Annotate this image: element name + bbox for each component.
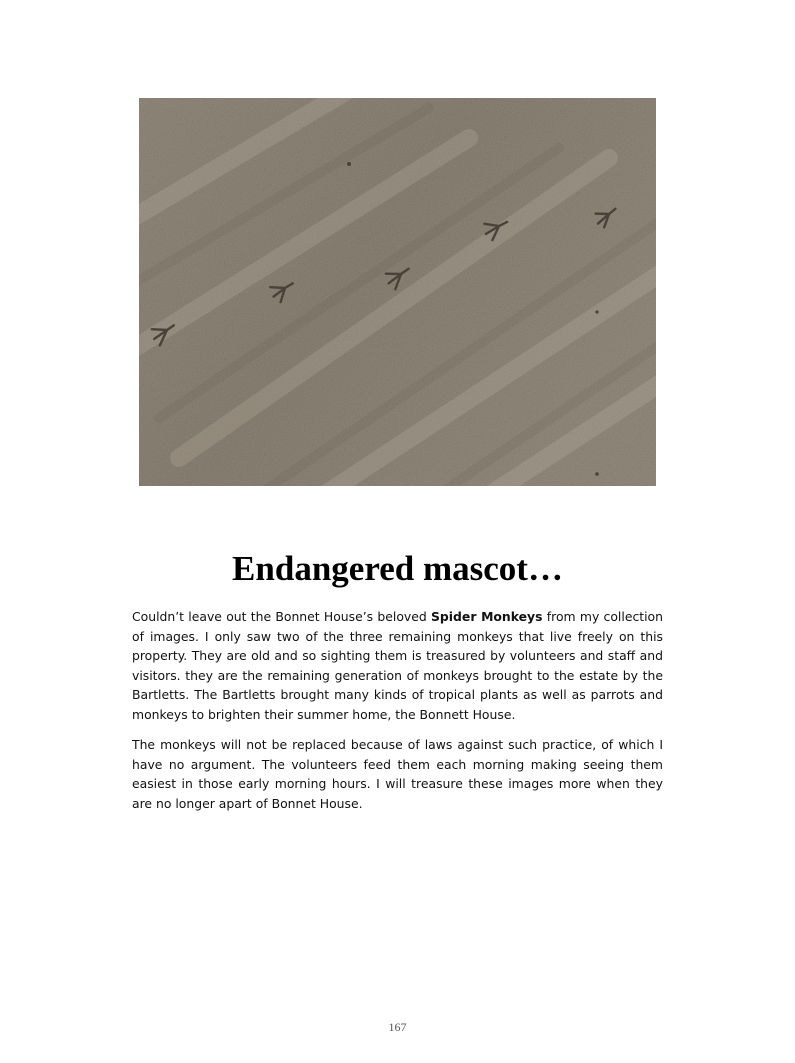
paragraph-1-start: Couldn’t leave out the Bonnet House’s beloved: [132, 609, 431, 624]
sand-bird-tracks-image: [139, 98, 656, 486]
paragraph-1-end: from my collection of images. I only saw two of the three remaining monkeys that live freely on this property. They are old and so sighting them is treasured by volunteers and staff and visitors. they are the remaining generation of monkeys brought to the estate by the Bartletts. The Bartletts brought many kinds of tropical plants as well as parrots and monkeys to brighten their summer home, the Bonnett House.: [132, 609, 663, 722]
spider-monkeys-bold: Spider Monkeys: [431, 609, 543, 624]
page-title: Endangered mascot…: [232, 549, 563, 588]
page-number: 167: [388, 1020, 407, 1034]
body-text: [132, 607, 663, 824]
sand-bird-tracks-photo: [139, 98, 656, 486]
paragraph-1: [132, 607, 663, 724]
paragraph-2: The monkeys will not be replaced because of laws against such practice, of which I have no argument. The volunteers feed them each morning making seeing them easiest in those early morning hours. I will treasure these images more when they are no longer apart of Bonnet House.: [132, 737, 663, 811]
